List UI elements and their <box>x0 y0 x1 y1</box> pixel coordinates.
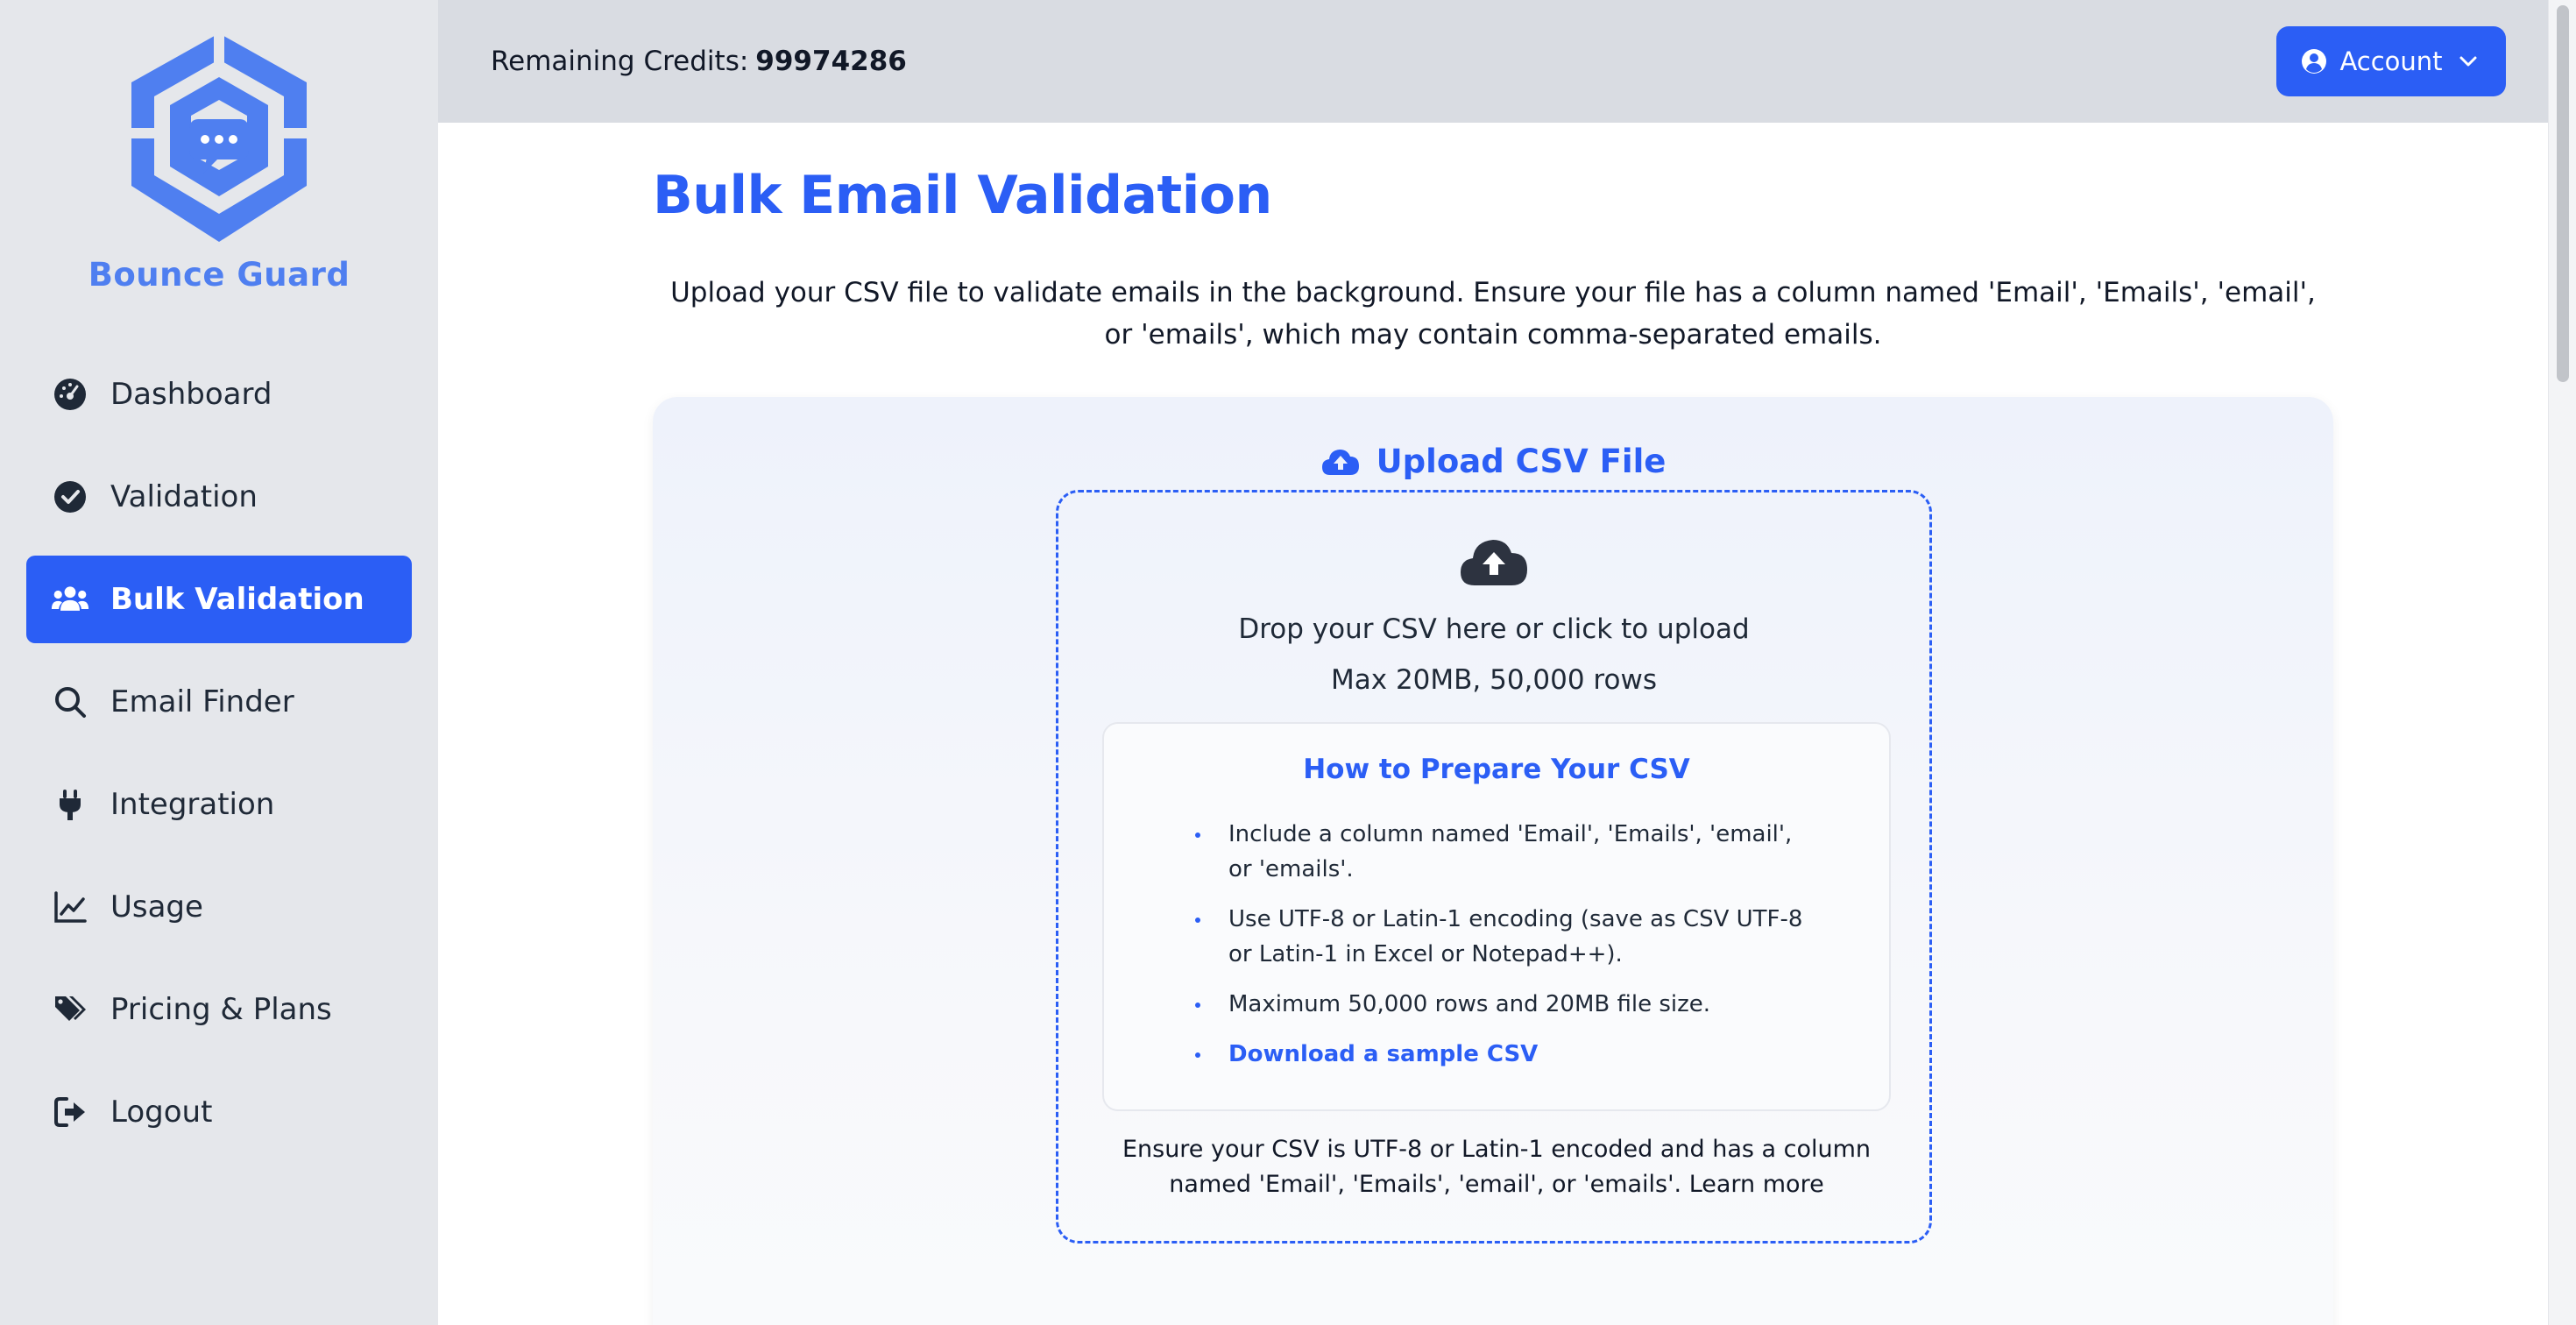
line-chart-icon <box>51 888 89 926</box>
plug-icon <box>51 785 89 824</box>
account-button[interactable] <box>2276 26 2506 96</box>
brand-logo[interactable] <box>0 26 438 294</box>
upload-card <box>653 397 2333 1325</box>
sidebar-item-label: Bulk Validation <box>110 582 364 617</box>
page-description: Upload your CSV file to validate emails in the background. Ensure your file has a column named 'Email', 'Emails', 'email', or 'emails', which may contain comma-separated emails. <box>670 277 2316 351</box>
cloud-upload-icon <box>1320 445 1361 478</box>
list-item: Include a column named 'Email', 'Emails', 'email', or 'emails'. <box>1192 817 1822 887</box>
check-circle-icon <box>51 478 89 516</box>
sidebar-item-integration[interactable] <box>26 761 412 848</box>
logout-icon <box>51 1093 89 1131</box>
sidebar-item-usage[interactable] <box>26 863 412 951</box>
sidebar-item-email-finder[interactable] <box>26 658 412 746</box>
sidebar-item-label: Pricing & Plans <box>110 992 332 1027</box>
cloud-upload-icon <box>1458 535 1530 589</box>
user-circle-icon <box>2301 48 2327 74</box>
sidebar-item-validation[interactable] <box>26 453 412 541</box>
scrollbar-thumb[interactable] <box>2557 5 2569 382</box>
users-icon <box>51 580 89 619</box>
credits-value: 99974286 <box>755 46 907 77</box>
bounce-guard-logo-icon <box>116 26 322 252</box>
sidebar-item-label: Logout <box>110 1095 213 1130</box>
page-title: Bulk Email Validation <box>653 165 1272 226</box>
dropzone-instruction: Drop your CSV here or click to upload <box>1238 613 1750 645</box>
sidebar-item-logout[interactable] <box>26 1068 412 1156</box>
search-icon <box>51 683 89 721</box>
sidebar-item-pricing[interactable] <box>26 966 412 1053</box>
sidebar-item-label: Integration <box>110 787 275 822</box>
remaining-credits <box>491 46 907 77</box>
sidebar-item-label: Dashboard <box>110 377 272 412</box>
guide-title: How to Prepare Your CSV <box>1303 754 1690 785</box>
csv-dropzone[interactable] <box>1056 490 1932 1244</box>
account-label: Account <box>2339 46 2443 76</box>
tags-icon <box>51 990 89 1029</box>
list-item: Maximum 50,000 rows and 20MB file size. <box>1192 987 1822 1022</box>
dropzone-limit: Max 20MB, 50,000 rows <box>1331 664 1657 696</box>
sidebar-item-label: Validation <box>110 479 258 514</box>
csv-guide-box <box>1102 722 1891 1111</box>
vertical-scrollbar[interactable] <box>2548 0 2576 1325</box>
dropzone-footer-note: Ensure your CSV is UTF-8 or Latin-1 encoded and has a column named 'Email', 'Emails', 'email', or 'emails'. Learn more <box>1122 1136 1872 1198</box>
dropzone-icon-wrap <box>1058 535 1929 589</box>
main-content <box>438 123 2548 1325</box>
download-sample-csv-link[interactable]: Download a sample CSV <box>1192 1037 1822 1072</box>
guide-list <box>1192 817 1822 1087</box>
top-header <box>438 0 2548 123</box>
sidebar-nav <box>26 351 412 1171</box>
chevron-down-icon <box>2455 48 2481 74</box>
gauge-icon <box>51 375 89 414</box>
sidebar-item-label: Email Finder <box>110 684 294 719</box>
sidebar <box>0 0 438 1325</box>
upload-card-title <box>653 443 2333 480</box>
brand-name: Bounce Guard <box>88 256 350 294</box>
sidebar-item-bulk-validation[interactable] <box>26 556 412 643</box>
list-item: Use UTF-8 or Latin-1 encoding (save as CSV UTF-8 or Latin-1 in Excel or Notepad++). <box>1192 902 1822 972</box>
sidebar-item-dashboard[interactable] <box>26 351 412 438</box>
sidebar-item-label: Usage <box>110 889 203 925</box>
credits-label: Remaining Credits: <box>491 46 749 77</box>
upload-title-text: Upload CSV File <box>1376 443 1667 480</box>
